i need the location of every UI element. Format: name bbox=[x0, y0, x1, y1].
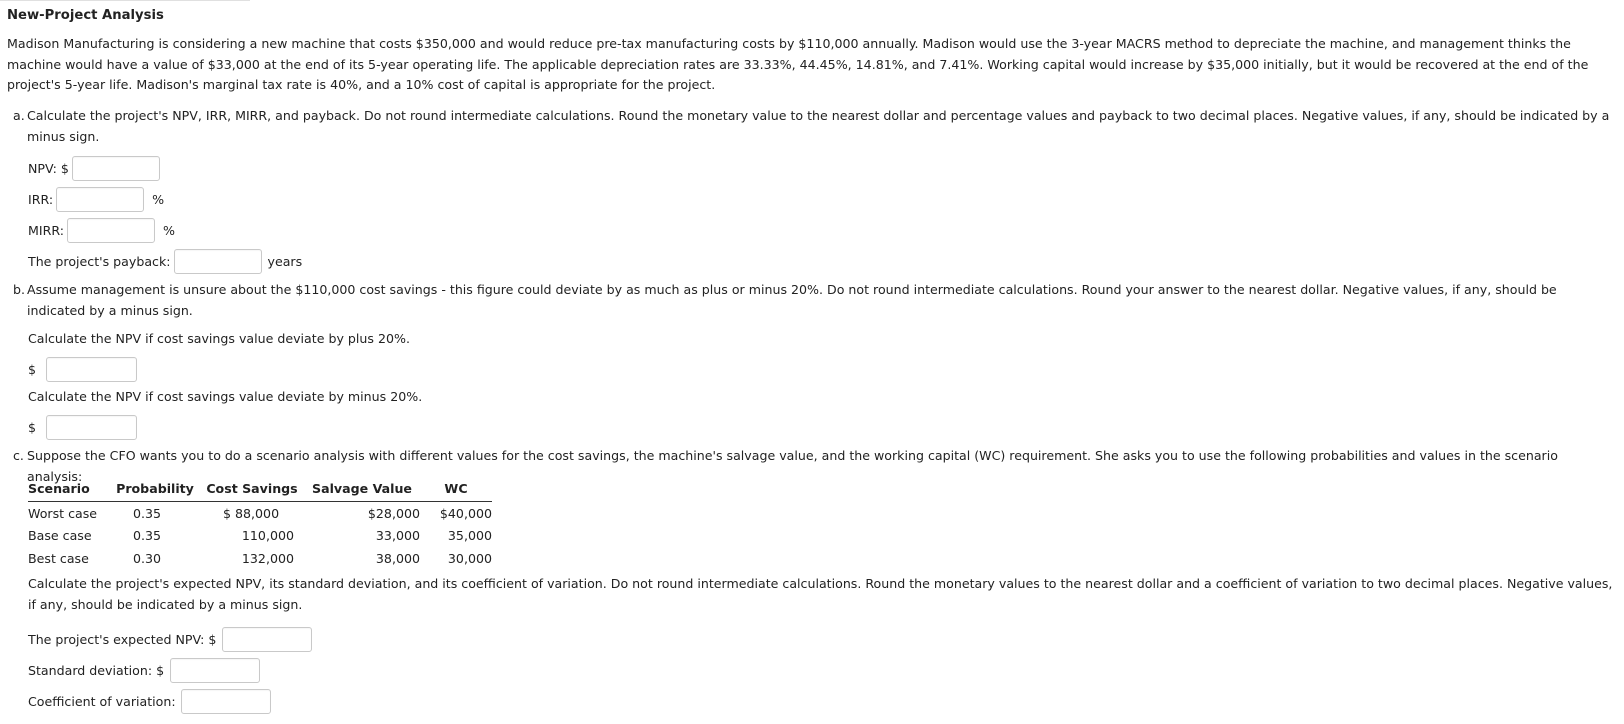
scenario-cell: Base case bbox=[28, 528, 92, 544]
payback-unit: years bbox=[267, 253, 303, 269]
npv-minus-input[interactable] bbox=[46, 415, 137, 440]
part-b-text: Assume management is unsure about the $110,000 cost savings - this figure could deviate by as much as plus or minus 20%. Do not round intermediate calculations. Round your answer to the nearest dollar. Negative values, if any, should be indicated by a minus sign. bbox=[27, 282, 1557, 318]
scenario-cell: Best case bbox=[28, 550, 89, 566]
irr-input[interactable] bbox=[56, 187, 144, 212]
mirr-row bbox=[28, 217, 175, 243]
mirr-unit: % bbox=[162, 222, 175, 238]
title-divider bbox=[0, 0, 250, 1]
probability-cell: 0.30 bbox=[133, 550, 162, 566]
part-b-letter: b. bbox=[13, 282, 25, 297]
part-a-text: Calculate the project's NPV, IRR, MIRR, and payback. Do not round intermediate calculations. Round the monetary value to the nearest dollar and percentage values and payback to two decimal places. Negative values, if any, should be indicated by a minus sign. bbox=[27, 108, 1610, 144]
cv-input[interactable] bbox=[181, 689, 271, 714]
expected-npv-label: The project's expected NPV: $ bbox=[28, 631, 217, 647]
cv-row bbox=[28, 688, 271, 714]
expected-npv-input[interactable] bbox=[222, 627, 312, 652]
cost-savings-cell: $ 88,000 bbox=[223, 505, 280, 521]
header-salvage-value: Salvage Value bbox=[304, 478, 420, 502]
probability-cell: 0.35 bbox=[133, 528, 162, 544]
irr-row bbox=[28, 186, 164, 212]
cv-label: Coefficient of variation: bbox=[28, 693, 176, 709]
wc-cell: 35,000 bbox=[447, 528, 492, 544]
npv-minus-currency: $ bbox=[28, 419, 37, 435]
header-wc: WC bbox=[420, 478, 492, 502]
part-c-text: Suppose the CFO wants you to do a scenario analysis with different values for the cost savings, the machine's salvage value, and the working capital (WC) requirement. She asks you to use the following probabilities and values in the scenario analysis: bbox=[27, 448, 1558, 484]
scenario-cell: Worst case bbox=[28, 505, 98, 521]
part-a-letter: a. bbox=[13, 108, 25, 123]
irr-label: IRR: bbox=[28, 191, 54, 207]
payback-row bbox=[28, 248, 302, 274]
scenario-table-header bbox=[28, 478, 492, 502]
mirr-label: MIRR: bbox=[28, 222, 64, 238]
npv-input[interactable] bbox=[72, 156, 160, 181]
payback-label: The project's payback: bbox=[28, 253, 171, 269]
table-row bbox=[28, 547, 492, 570]
npv-plus-input[interactable] bbox=[46, 357, 137, 382]
table-row bbox=[28, 502, 492, 525]
probability-cell: 0.35 bbox=[133, 505, 162, 521]
payback-input[interactable] bbox=[174, 249, 262, 274]
header-scenario: Scenario bbox=[28, 478, 110, 502]
cost-savings-cell: 110,000 bbox=[241, 528, 294, 544]
std-dev-input[interactable] bbox=[170, 658, 260, 683]
npv-row bbox=[28, 155, 160, 181]
table-row bbox=[28, 525, 492, 548]
salvage-value-cell: 38,000 bbox=[375, 550, 420, 566]
npv-plus-prompt: Calculate the NPV if cost savings value deviate by plus 20%. bbox=[28, 331, 410, 346]
npv-plus-currency: $ bbox=[28, 361, 37, 377]
npv-minus-prompt: Calculate the NPV if cost savings value deviate by minus 20%. bbox=[28, 389, 423, 404]
part-b-instructions bbox=[13, 280, 1613, 321]
npv-plus-row bbox=[28, 356, 137, 382]
part-c-letter: c. bbox=[13, 448, 24, 463]
part-c-text-2: Calculate the project's expected NPV, its standard deviation, and its coefficient of variation. Do not round intermediate calculations. Round the monetary values to the nearest dollar and a coefficient of variation to two decimal places. Negative values, if any, should be indicated by a minus sign. bbox=[28, 576, 1613, 612]
header-probability: Probability bbox=[110, 478, 200, 502]
problem-intro: Madison Manufacturing is considering a new machine that costs $350,000 and would reduce pre-tax manufacturing costs by $110,000 annually. Madison would use the 3-year MACRS method to depreciate the machine, and management thinks the machine would have a value of $33,000 at the end of its 5-year operating life. The applicable depreciation rates are 33.33%, 44.45%, 14.81%, and 7.41%. Working capital would increase by $35,000 initially, but it would be recovered at the end of the project's 5-year life. Madison's marginal tax rate is 40%, and a 10% cost of capital is appropriate for the project. bbox=[7, 36, 1589, 92]
part-a-instructions bbox=[13, 106, 1613, 147]
irr-unit: % bbox=[152, 191, 165, 207]
header-cost-savings: Cost Savings bbox=[200, 478, 304, 502]
wc-cell: $40,000 bbox=[439, 505, 492, 521]
scenario-table bbox=[28, 478, 492, 570]
mirr-input[interactable] bbox=[67, 218, 155, 243]
salvage-value-cell: $28,000 bbox=[367, 505, 420, 521]
expected-npv-row bbox=[28, 626, 312, 652]
page-title: New-Project Analysis bbox=[7, 8, 164, 23]
npv-label: NPV: $ bbox=[28, 160, 69, 176]
wc-cell: 30,000 bbox=[447, 550, 492, 566]
salvage-value-cell: 33,000 bbox=[375, 528, 420, 544]
npv-minus-row bbox=[28, 414, 137, 440]
std-dev-label: Standard deviation: $ bbox=[28, 662, 165, 678]
std-dev-row bbox=[28, 657, 260, 683]
cost-savings-cell: 132,000 bbox=[241, 550, 294, 566]
